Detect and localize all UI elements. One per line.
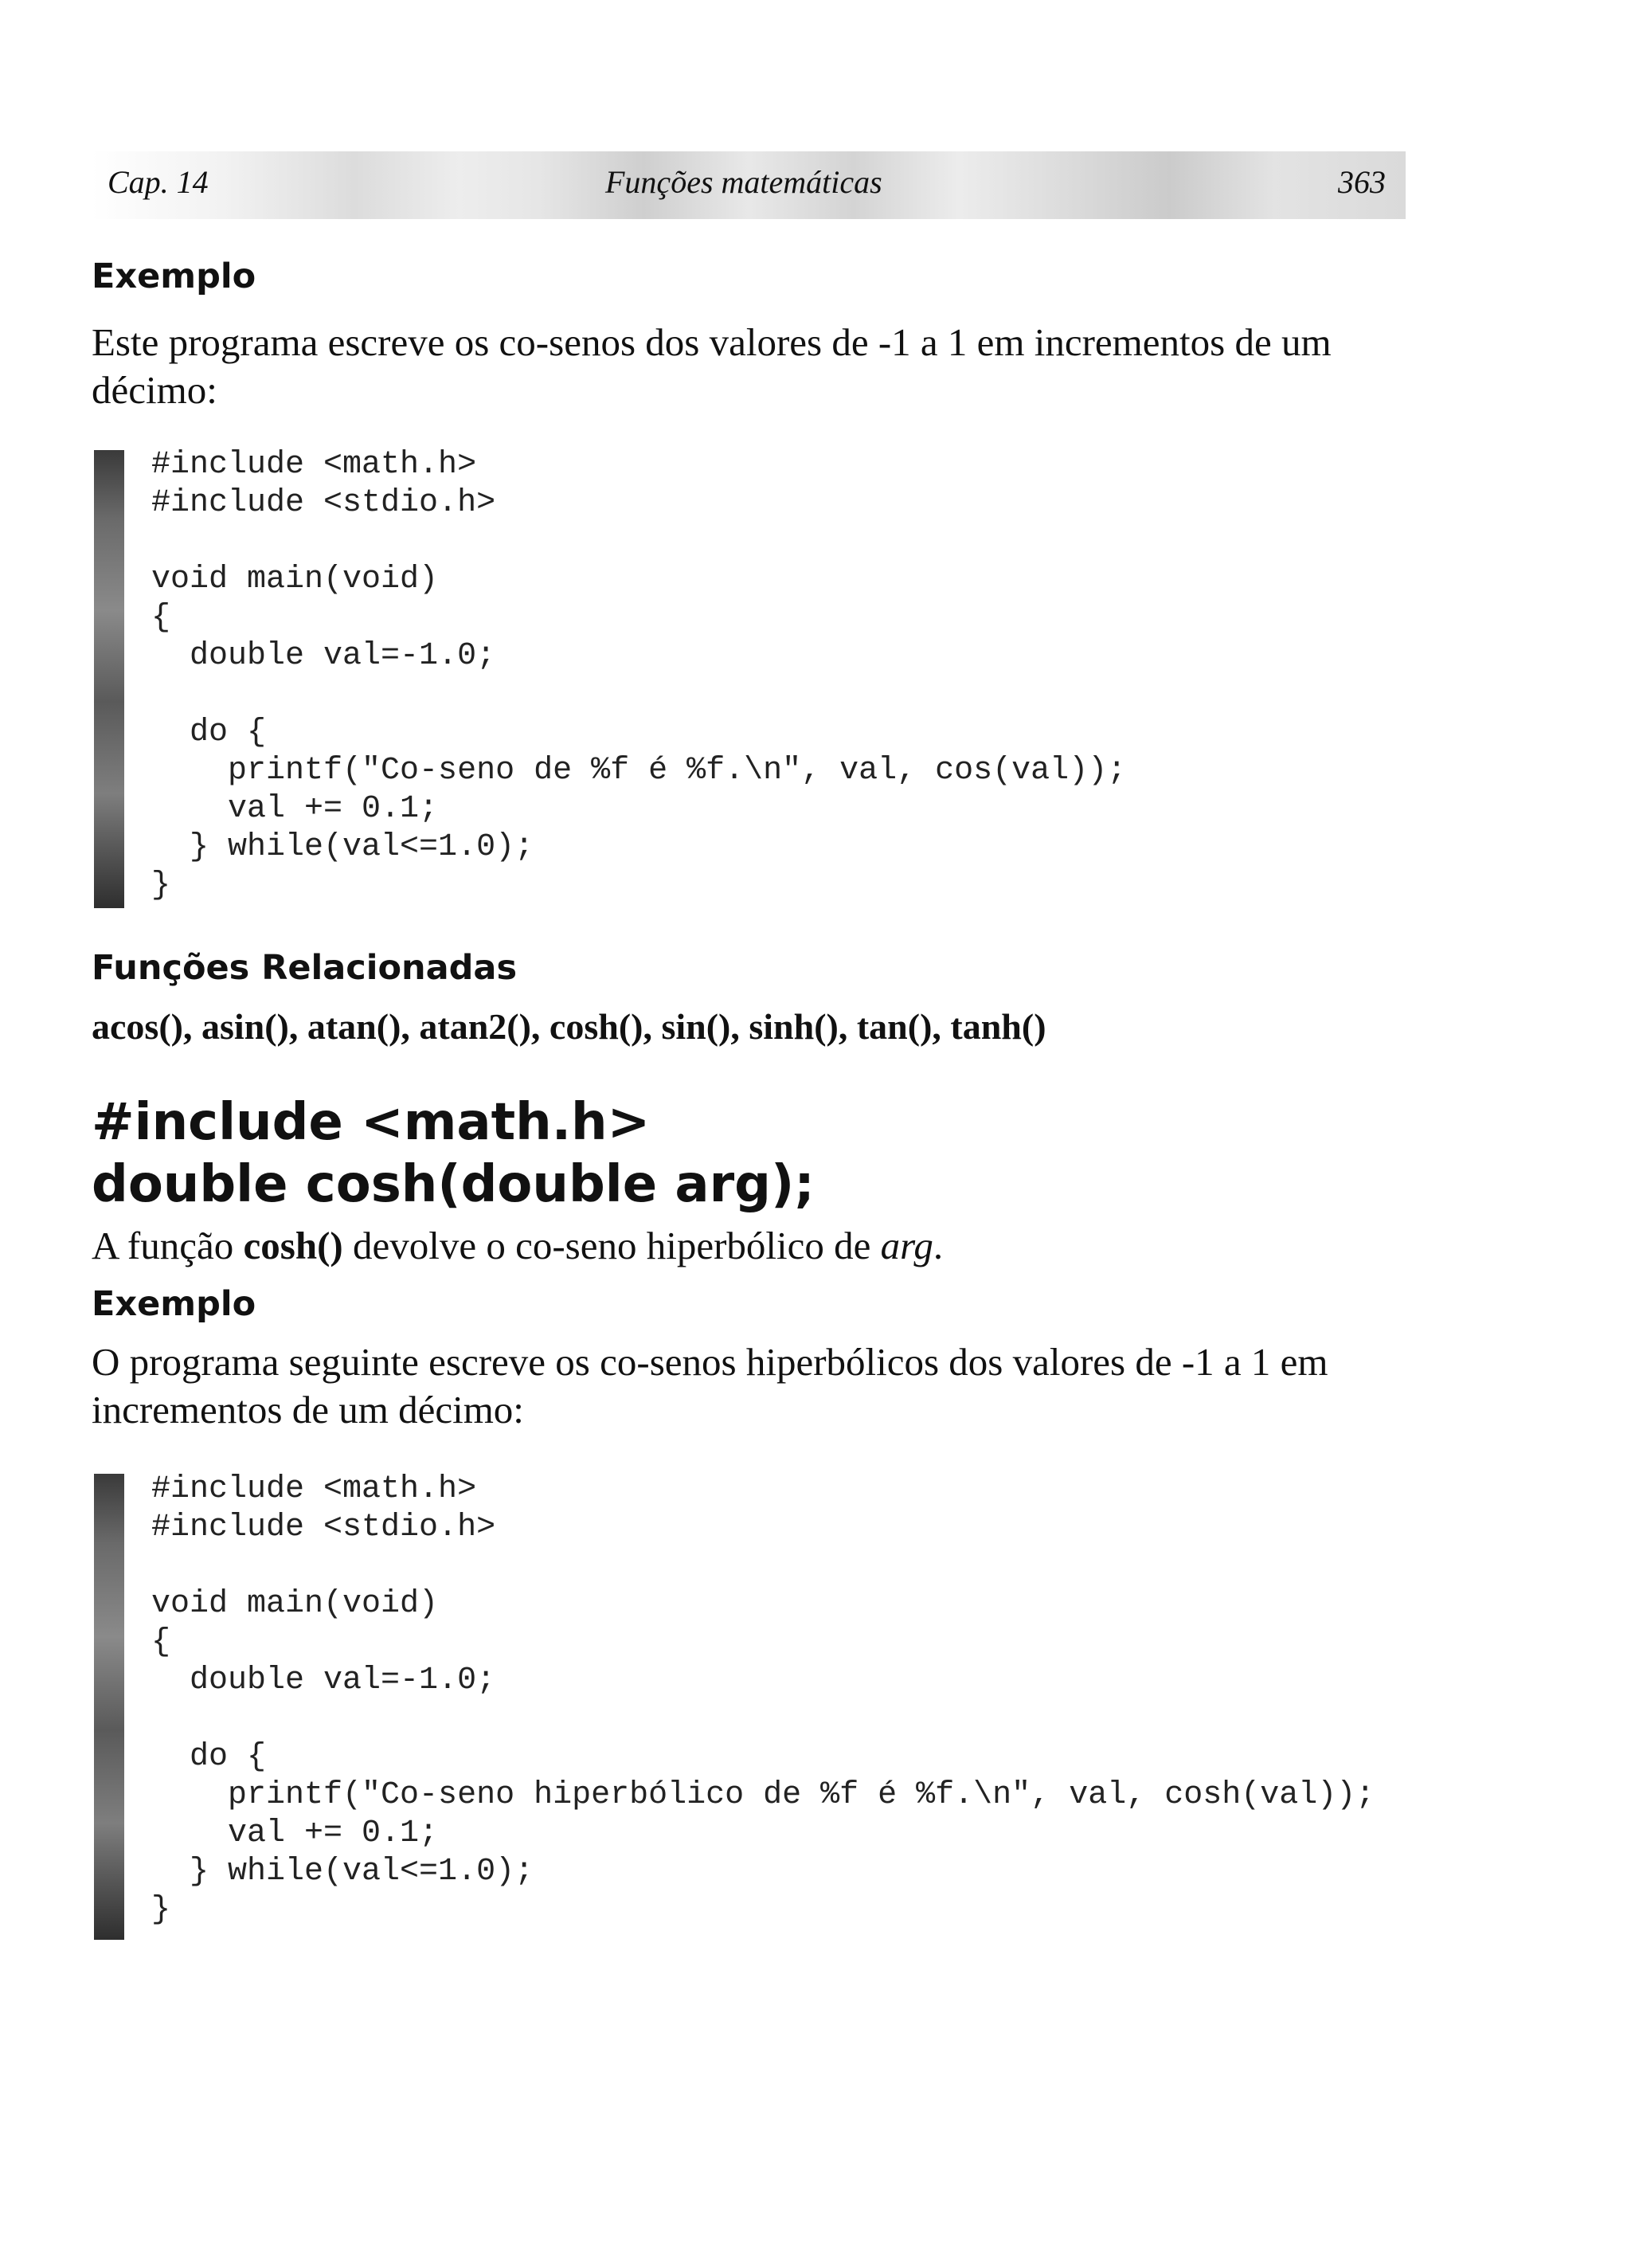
- example-intro-2: O programa seguinte escreve os co-senos hiperbólicos dos valores de -1 a 1 em incrementos de um décimo:: [92, 1340, 1328, 1432]
- example-heading-2: Exemplo: [92, 1284, 256, 1324]
- chapter-title: Funções matemáticas: [605, 164, 882, 200]
- code-margin-bar-2: [94, 1474, 124, 1940]
- function-description: [92, 1223, 943, 1268]
- example-heading: Exemplo: [92, 257, 256, 296]
- description-function-name: cosh(): [243, 1224, 343, 1267]
- description-prefix: A função: [92, 1224, 244, 1267]
- code-margin-bar: [94, 450, 124, 908]
- description-middle: devolve o co-seno hiperbólico de: [342, 1224, 881, 1267]
- code-listing-2: #include <math.h> #include <stdio.h> void main(void) { double val=-1.0; do { printf("Co-seno hiperbólico de %f é %f.\n", val, cosh(val)); val += 0.1; } while(val<=1.0); }: [151, 1471, 1375, 1928]
- include-heading: #include <math.h>: [92, 1093, 651, 1152]
- related-functions-list: acos(), asin(), atan(), atan2(), cosh(), sin(), sinh(), tan(), tanh(): [92, 1006, 1046, 1047]
- description-suffix: .: [933, 1224, 944, 1267]
- description-arg: arg: [880, 1224, 933, 1267]
- related-functions-heading: Funções Relacionadas: [92, 948, 518, 988]
- chapter-label: Cap. 14: [108, 164, 209, 200]
- code-listing: #include <math.h> #include <stdio.h> void main(void) { double val=-1.0; do { printf("Co-seno de %f é %f.\n", val, cos(val)); val += 0.1; } while(val<=1.0); }: [151, 447, 1127, 903]
- page-number: 363: [1338, 164, 1386, 200]
- function-signature: double cosh(double arg);: [92, 1155, 815, 1214]
- example-intro: Este programa escreve os co-senos dos valores de -1 a 1 em incrementos de um décimo:: [92, 320, 1332, 412]
